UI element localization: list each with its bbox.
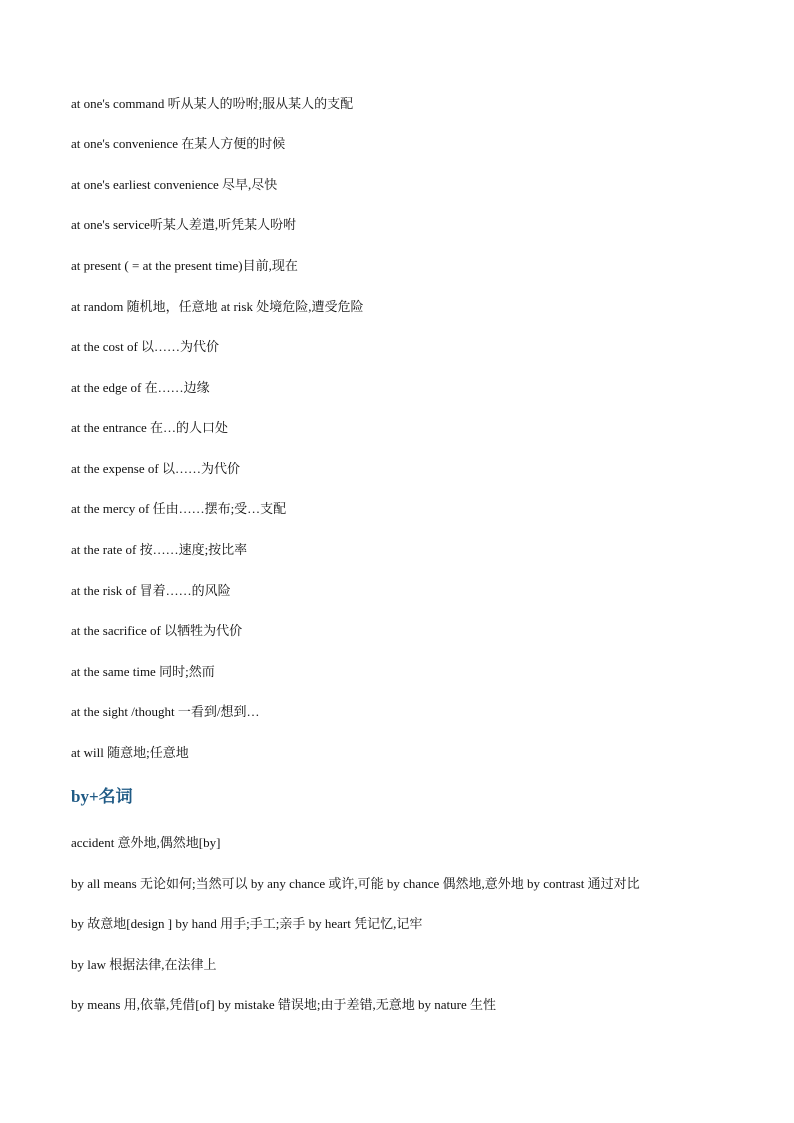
phrase-line: at will 随意地;任意地	[71, 745, 189, 760]
phrase-line: at the expense of 以……为代价	[71, 461, 240, 476]
phrase-line: at the cost of 以……为代价	[71, 339, 220, 354]
phrase-line: at one's convenience 在某人方便的时候	[71, 136, 286, 151]
phrase-line: at one's command 听从某人的吩咐;服从某人的支配	[71, 96, 354, 111]
phrase-line: at the entrance 在…的人口处	[71, 420, 229, 435]
phrase-line: at random 随机地，任意地 at risk 处境危险,遭受危险	[71, 299, 364, 314]
phrase-line: by 故意地[design ] by hand 用手;手工;亲手 by heart 凭记忆,记牢	[71, 916, 423, 931]
section-heading: by+名词	[71, 787, 133, 806]
phrase-line: at the sight /thought 一看到/想到…	[71, 704, 260, 719]
phrase-line: at present ( = at the present time)目前,现在	[71, 258, 298, 273]
phrase-line: at the rate of 按……速度;按比率	[71, 542, 248, 557]
phrase-line: at the same time 同时;然而	[71, 664, 215, 679]
phrase-line: at the edge of 在……边缘	[71, 380, 210, 395]
phrase-line: by all means 无论如何;当然可以 by any chance 或许,可能 by chance 偶然地,意外地 by contrast 通过对比	[71, 876, 640, 891]
phrase-line: by means 用,依靠,凭借[of] by mistake 错误地;由于差错,无意地 by nature 生性	[71, 997, 496, 1012]
phrase-line: by law 根据法律,在法律上	[71, 957, 217, 972]
phrase-line: at the sacrifice of 以牺牲为代价	[71, 623, 243, 638]
phrase-line: at the risk of 冒着……的风险	[71, 583, 231, 598]
phrase-line: accident 意外地,偶然地[by]	[71, 835, 221, 850]
phrase-line: at the mercy of 任由……摆布;受…支配	[71, 501, 287, 516]
phrase-line: at one's service听某人差遣,听凭某人吩咐	[71, 217, 297, 232]
phrase-line: at one's earliest convenience 尽早,尽快	[71, 177, 278, 192]
